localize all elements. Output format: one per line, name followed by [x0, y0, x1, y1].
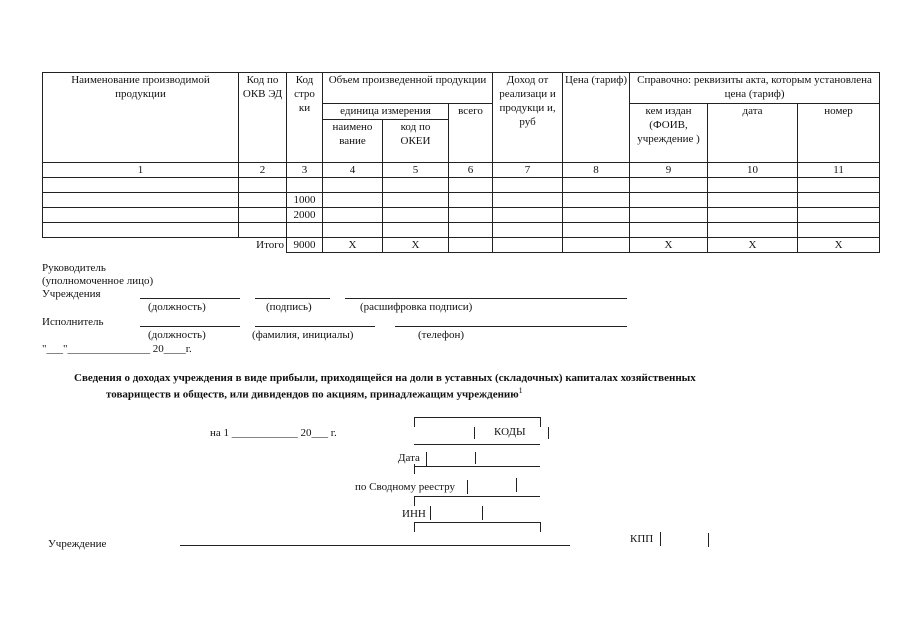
cell[interactable]: [798, 223, 880, 238]
codes-divider: [548, 427, 549, 439]
codes-tick: [414, 522, 415, 532]
col-num: 7: [493, 163, 563, 178]
cell[interactable]: [449, 223, 493, 238]
head-label-1: Руководитель: [42, 262, 106, 274]
cell[interactable]: [630, 223, 708, 238]
total-x: X: [798, 238, 880, 253]
kpp-label: КПП: [630, 533, 654, 545]
header-number: номер: [798, 104, 880, 163]
table-row: [43, 178, 880, 193]
cell[interactable]: [563, 178, 630, 193]
cell[interactable]: [630, 178, 708, 193]
codes-tick: [540, 522, 541, 532]
codes-divider: [475, 452, 476, 464]
registry-code-field[interactable]: [414, 496, 540, 497]
cell[interactable]: [708, 223, 798, 238]
cell[interactable]: [43, 223, 239, 238]
col-num: 1: [43, 163, 239, 178]
cell[interactable]: [493, 193, 563, 208]
institution-field[interactable]: [180, 545, 570, 546]
cell[interactable]: [43, 208, 239, 223]
row-code-cell: 2000: [287, 208, 323, 223]
header-total: всего: [449, 104, 493, 163]
codes-divider: [426, 452, 427, 466]
date-code-label: Дата: [398, 452, 420, 464]
total-x: X: [323, 238, 383, 253]
production-table: [42, 72, 880, 253]
executor-phone-line[interactable]: [395, 326, 627, 327]
cell[interactable]: [563, 223, 630, 238]
header-volume: Объем произведенной продукции: [323, 73, 493, 104]
caption-signature: (подпись): [266, 301, 312, 313]
table-row: [43, 193, 880, 208]
cell[interactable]: [383, 208, 449, 223]
total-x: X: [708, 238, 798, 253]
cell[interactable]: [239, 178, 287, 193]
executor-name-line[interactable]: [255, 326, 375, 327]
row-code-cell: 1000: [287, 193, 323, 208]
cell[interactable]: [798, 208, 880, 223]
col-num: 9: [630, 163, 708, 178]
total-cell[interactable]: [563, 238, 630, 253]
col-num: 4: [323, 163, 383, 178]
cell[interactable]: [239, 193, 287, 208]
cell[interactable]: [493, 178, 563, 193]
cell[interactable]: [323, 178, 383, 193]
footnote-mark: 1: [518, 386, 523, 395]
position-line[interactable]: [140, 298, 240, 299]
registry-label: по Сводному реестру: [355, 481, 455, 493]
signature-line[interactable]: [255, 298, 330, 299]
header-issuer: кем издан (ФОИВ, учреждение ): [630, 104, 708, 163]
cell[interactable]: [449, 193, 493, 208]
caption-position-2: (должность): [148, 329, 206, 341]
codes-tick: [414, 496, 415, 506]
cell[interactable]: [383, 178, 449, 193]
inn-label: ИНН: [402, 508, 426, 520]
col-num: 6: [449, 163, 493, 178]
head-label-3: Учреждения: [42, 288, 101, 300]
kpp-field[interactable]: [708, 533, 709, 547]
total-label: Итого: [43, 238, 287, 253]
cell[interactable]: [493, 223, 563, 238]
caption-decoding: (расшифровка подписи): [360, 301, 473, 313]
cell[interactable]: [323, 193, 383, 208]
section-title-2: [106, 386, 523, 401]
section-title-2-text: товариществ и обществ, или дивидендов по акциям, принадлежащим учреждению: [106, 388, 519, 401]
table-row: [43, 208, 880, 223]
header-date: дата: [708, 104, 798, 163]
cell[interactable]: [323, 223, 383, 238]
institution-label: Учреждение: [48, 538, 107, 550]
executor-position-line[interactable]: [140, 326, 240, 327]
cell[interactable]: [563, 193, 630, 208]
total-cell[interactable]: [449, 238, 493, 253]
codes-line: [414, 444, 540, 445]
caption-position: (должность): [148, 301, 206, 313]
cell[interactable]: [493, 208, 563, 223]
total-cell[interactable]: [493, 238, 563, 253]
header-name: Наименование производимой продукции: [43, 73, 239, 163]
header-okved: Код по ОКВ ЭД: [239, 73, 287, 163]
cell[interactable]: [563, 208, 630, 223]
codes-divider: [474, 427, 475, 439]
total-row-code: 9000: [287, 238, 323, 253]
header-price: Цена (тариф): [563, 73, 630, 163]
codes-divider: [482, 506, 483, 520]
cell[interactable]: [449, 208, 493, 223]
codes-tick: [540, 417, 541, 427]
codes-divider: [430, 506, 431, 520]
codes-label: КОДЫ: [494, 426, 526, 438]
decoding-line[interactable]: [345, 298, 627, 299]
codes-divider: [467, 480, 468, 494]
codes-divider: [516, 478, 517, 492]
total-x: X: [383, 238, 449, 253]
date-code-field[interactable]: [414, 466, 540, 467]
codes-tick: [414, 417, 415, 427]
header-okei: код по ОКЕИ: [383, 120, 449, 163]
section-title-1: Сведения о доходах учреждения в виде прибыли, приходящейся на доли в уставных (складочных) капиталах хозяйственных: [74, 372, 696, 384]
cell[interactable]: [449, 178, 493, 193]
col-num: 8: [563, 163, 630, 178]
cell[interactable]: [708, 208, 798, 223]
cell[interactable]: [43, 178, 239, 193]
col-num: 2: [239, 163, 287, 178]
as-of-date[interactable]: на 1 ____________ 20___ г.: [210, 427, 337, 439]
cell[interactable]: [630, 193, 708, 208]
col-num: 10: [708, 163, 798, 178]
caption-phone: (телефон): [418, 329, 465, 341]
inn-field[interactable]: [414, 522, 540, 523]
header-ref: Справочно: реквизиты акта, которым установлена цена (тариф): [630, 73, 880, 104]
column-numbers-row: [43, 163, 880, 178]
date-line[interactable]: "___"_______________ 20____г.: [42, 343, 192, 355]
cell[interactable]: [708, 178, 798, 193]
cell[interactable]: [383, 223, 449, 238]
cell[interactable]: [708, 193, 798, 208]
header-row-code: Код стро ки: [287, 73, 323, 163]
caption-name: (фамилия, инициалы): [252, 329, 354, 341]
total-x: X: [630, 238, 708, 253]
executor-label: Исполнитель: [42, 316, 104, 328]
table-row: [43, 223, 880, 238]
col-num: 5: [383, 163, 449, 178]
total-row: [43, 238, 880, 253]
codes-divider: [660, 532, 661, 546]
cell[interactable]: [383, 193, 449, 208]
col-num: 3: [287, 163, 323, 178]
header-unit: единица измерения: [323, 104, 449, 120]
cell[interactable]: [239, 223, 287, 238]
cell[interactable]: [798, 193, 880, 208]
header-income: Доход от реализаци и продукци и, руб: [493, 73, 563, 163]
cell[interactable]: [239, 208, 287, 223]
row-code-cell: [287, 223, 323, 238]
head-label-2: (уполномоченное лицо): [42, 275, 154, 287]
cell[interactable]: [323, 208, 383, 223]
cell[interactable]: [630, 208, 708, 223]
cell[interactable]: [43, 193, 239, 208]
header-unit-name: наимено вание: [323, 120, 383, 163]
codes-top-line: [414, 417, 540, 418]
row-code-cell: [287, 178, 323, 193]
cell[interactable]: [798, 178, 880, 193]
col-num: 11: [798, 163, 880, 178]
